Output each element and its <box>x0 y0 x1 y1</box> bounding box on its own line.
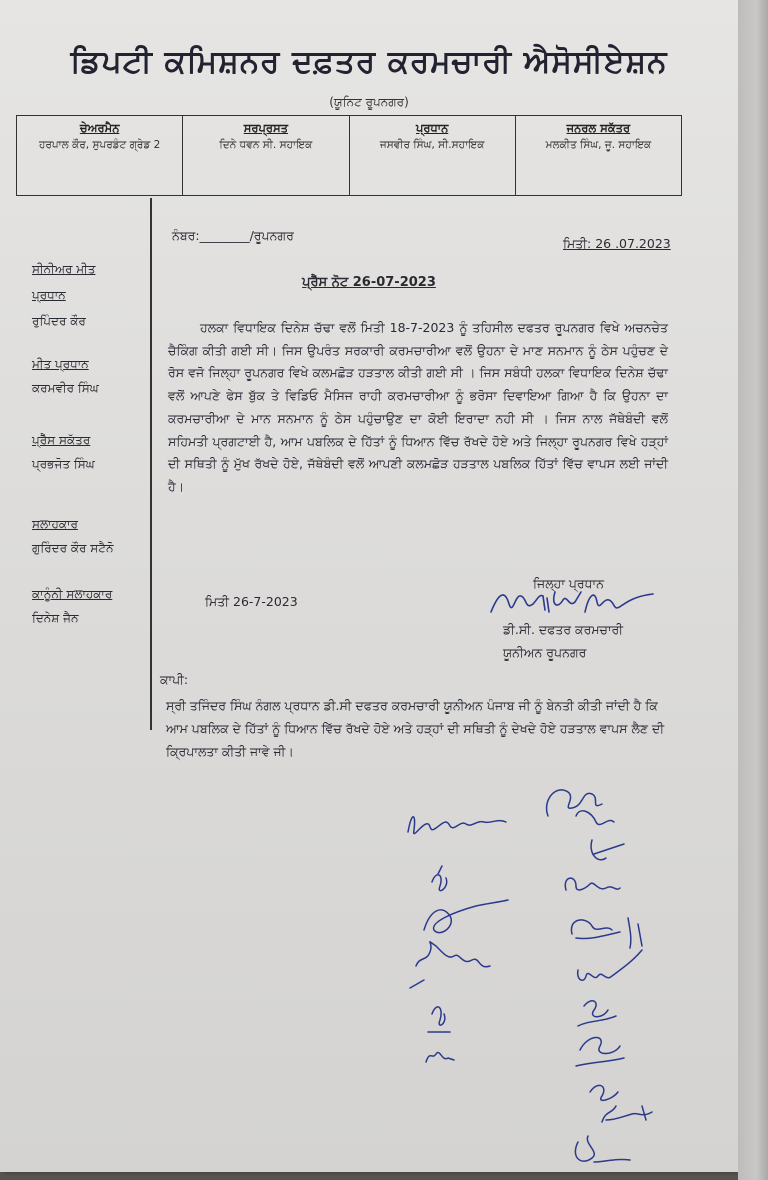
officer-cell <box>349 116 515 196</box>
letter-date-top: ਮਿਤੀ: 26 .07.2023 <box>563 236 671 251</box>
union-name-line1: ਡੀ.ਸੀ. ਦਫਤਰ ਕਰਮਚਾਰੀ <box>503 622 624 637</box>
sidebar-role: ਪ੍ਰੈੱਸ ਸਕੱਤਰ <box>32 433 91 447</box>
sidebar-name: ਕਰਮਵੀਰ ਸਿੰਘ <box>32 381 99 395</box>
association-title: ਡਿਪਟੀ ਕਮਿਸ਼ਨਰ ਦਫ਼ਤਰ ਕਰਮਚਾਰੀ ਐਸੋਸੀਏਸ਼ਨ <box>70 44 668 80</box>
sidebar-name: ਦਿਨੇਸ਼ ਜੈਨ <box>32 611 79 625</box>
sidebar-officer <box>32 428 162 476</box>
union-name-line2: ਯੂਨੀਅਨ ਰੂਪਨਗਰ <box>503 645 587 660</box>
letter-date-bottom: ਮਿਤੀ 26-7-2023 <box>205 594 298 609</box>
president-signature-icon <box>485 582 665 622</box>
officer-role: ਜਨਰਲ ਸਕੱਤਰ <box>566 121 631 135</box>
officer-role: ਪ੍ਰਧਾਨ <box>415 121 449 135</box>
officer-name: ਜਸਵੀਰ ਸਿੰਘ, ਸੀ.ਸਹਾਇਕ <box>379 139 485 151</box>
officer-cell <box>515 116 681 196</box>
sidebar-role: ਮੀਤ ਪ੍ਰਧਾਨ <box>32 357 89 371</box>
sidebar-role: ਸੀਨੀਅਰ ਮੀਤ <box>32 262 96 276</box>
officer-cell <box>183 116 349 196</box>
sidebar-name: ਪ੍ਰਭਜੋਤ ਸਿੰਘ <box>32 457 95 471</box>
sidebar-role: ਸਲਾਹਕਾਰ <box>32 517 78 531</box>
sidebar-officer <box>32 582 162 630</box>
sidebar-name: ਰੁਪਿੰਦਰ ਕੌਰ <box>32 314 86 328</box>
copy-label: ਕਾਪੀ: <box>160 672 189 687</box>
officer-name: ਮਲਕੀਤ ਸਿੰਘ, ਜੂ. ਸਹਾਇਕ <box>545 139 652 151</box>
sidebar-role: ਕਾਨੂੰਨੀ ਸਲਾਹਕਾਰ <box>32 587 113 601</box>
sidebar-officer <box>32 256 162 334</box>
letter-body: ਹਲਕਾ ਵਿਧਾਇਕ ਦਿਨੇਸ਼ ਚੱਢਾ ਵਲੋਂ ਮਿਤੀ 18-7-2023 ਨੂੰ ਤਹਿਸੀਲ ਦਫਤਰ ਰੂਪਨਗਰ ਵਿਖੇ ਅਚਨਚੇਤ ਚੈਕਿੰਗ ਕੀਤੀ ਗਈ ਸੀ। ਜਿਸ ਉਪਰੰਤ ਸਰਕਾਰੀ ਕਰਮਚਾਰੀਆ ਵਲੋਂ ਉਹਨਾ ਦੇ ਮਾਣ ਸਨਮਾਨ ਨੂੰ ਠੇਸ ਪਹੁੰਚਣ ਦੇ ਰੋਸ ਵਜੋ ਜਿਲ੍ਹਾ ਰੂਪਨਗਰ ਵਿਖੇ ਕਲਮਛੋੜ ਹੜਤਾਲ ਕੀਤੀ ਗਈ ਸੀ । ਜਿਸ ਸਬੰਧੀ ਹਲਕਾ ਵਿਧਾਇਕ ਦਿਨੇਸ਼ ਚੱਢਾ ਵਲੋਂ ਆਪਣੇ ਫੇਸ ਬੁੱਕ ਤੇ ਵਿਡਿਓ ਮੈਸਿਜ ਰਾਹੀ ਕਰਮਚਾਰੀਆ ਨੂੰ ਭਰੋਸਾ ਦਿਵਾਇਆ ਗਿਆ ਹੈ ਕਿ ਉਹਨਾ ਦਾ ਕਰਮਚਾਰੀਆ ਦੇ ਮਾਨ ਸਨਮਾਨ ਨੂੰ ਠੇਸ ਪਹੁੰਚਾਉਣ ਦਾ ਕੋਈ ਇਰਾਦਾ ਨਹੀ ਸੀ । ਜਿਸ ਨਾਲ ਜੱਥੇਬੰਦੀ ਵਲੋਂ ਸਹਿਮਤੀ ਪ੍ਰਗਟਾਈ ਹੈ, ਆਮ ਪਬਲਿਕ ਦੇ ਹਿੱਤਾਂ ਨੂੰ ਧਿਆਨ ਵਿੱਚ ਰੱਖਦੇ ਹੋਏ ਅਤੇ ਜਿਲ੍ਹਾ ਰੂਪਨਗਰ ਵਿਖੇ ਹੜ੍ਹਾਂ ਦੀ ਸਥਿਤੀ ਨੂੰ ਮੁੱਖ ਰੱਖਦੇ ਹੋਏ, ਜੱਥੇਬੰਦੀ ਵਲੋਂ ਆਪਣੀ ਕਲਮਛੋੜ ਹੜਤਾਲ ਪਬਲਿਕ ਹਿੱਤਾਂ ਵਿੱਚ ਵਾਪਸ ਲਈ ਜਾਂਦੀ ਹੈ। <box>168 320 668 494</box>
background-surface <box>738 0 768 1180</box>
copy-to-text: ਸ੍ਰੀ ਤਜਿੰਦਰ ਸਿੰਘ ਨੰਗਲ ਪ੍ਰਧਾਨ ਡੀ.ਸੀ ਦਫਤਰ ਕਰਮਚਾਰੀ ਯੂਨੀਅਨ ਪੰਜਾਬ ਜੀ ਨੂੰ ਬੇਨਤੀ ਕੀਤੀ ਜਾਂਦੀ ਹੈ ਕਿ ਆਮ ਪਬਲਿਕ ਦੇ ਹਿੱਤਾਂ ਨੂੰ ਧਿਆਨ ਵਿੱਚ ਰੱਖਦੇ ਹੋਏ ਅਤੇ ਹੜ੍ਹਾਂ ਦੀ ਸਥਿਤੀ ਨੂੰ ਦੇਖਦੇ ਹੋਏ ਹੜਤਾਲ ਵਾਪਸ ਲੈਣ ਦੀ ਕ੍ਰਿਪਾਲਤਾ ਕੀਤੀ ਜਾਵੇ ਜੀ। <box>166 698 665 759</box>
letter-number: ਨੰਬਰ:________/ਰੂਪਨਗਰ <box>172 228 294 243</box>
officer-name: ਹਰਪਾਲ ਕੌਰ, ਸੁਪਰਡੰਟ ਗ੍ਰੇਡ 2 <box>38 139 161 151</box>
officer-cell <box>17 116 183 196</box>
press-note-heading: ਪ੍ਰੈੱਸ ਨੋਟ 26-07-2023 <box>302 275 436 290</box>
officer-role: ਸਰਪ੍ਰਸਤ <box>243 121 289 135</box>
member-signatures-icon <box>380 770 710 1170</box>
sidebar-name: ਗੁਰਿੰਦਰ ਕੌਰ ਸਟੈਨੋ <box>32 541 114 555</box>
unit-subtitle: (ਯੂਨਿਟ ਰੂਪਨਗਰ) <box>329 95 409 109</box>
district-president-title: ਜਿਲ੍ਹਾ ਪ੍ਰਧਾਨ <box>533 576 604 591</box>
officer-role: ਚੇਅਰਮੈਨ <box>79 121 120 135</box>
sidebar-role-line2: ਪ੍ਰਧਾਨ <box>32 288 66 302</box>
officer-table <box>16 115 682 196</box>
sidebar-officer <box>32 352 162 400</box>
sidebar-officer <box>32 512 162 560</box>
officer-name: ਦਿਨੇ ਧਵਨ ਸੀ. ਸਹਾਇਕ <box>219 139 313 151</box>
